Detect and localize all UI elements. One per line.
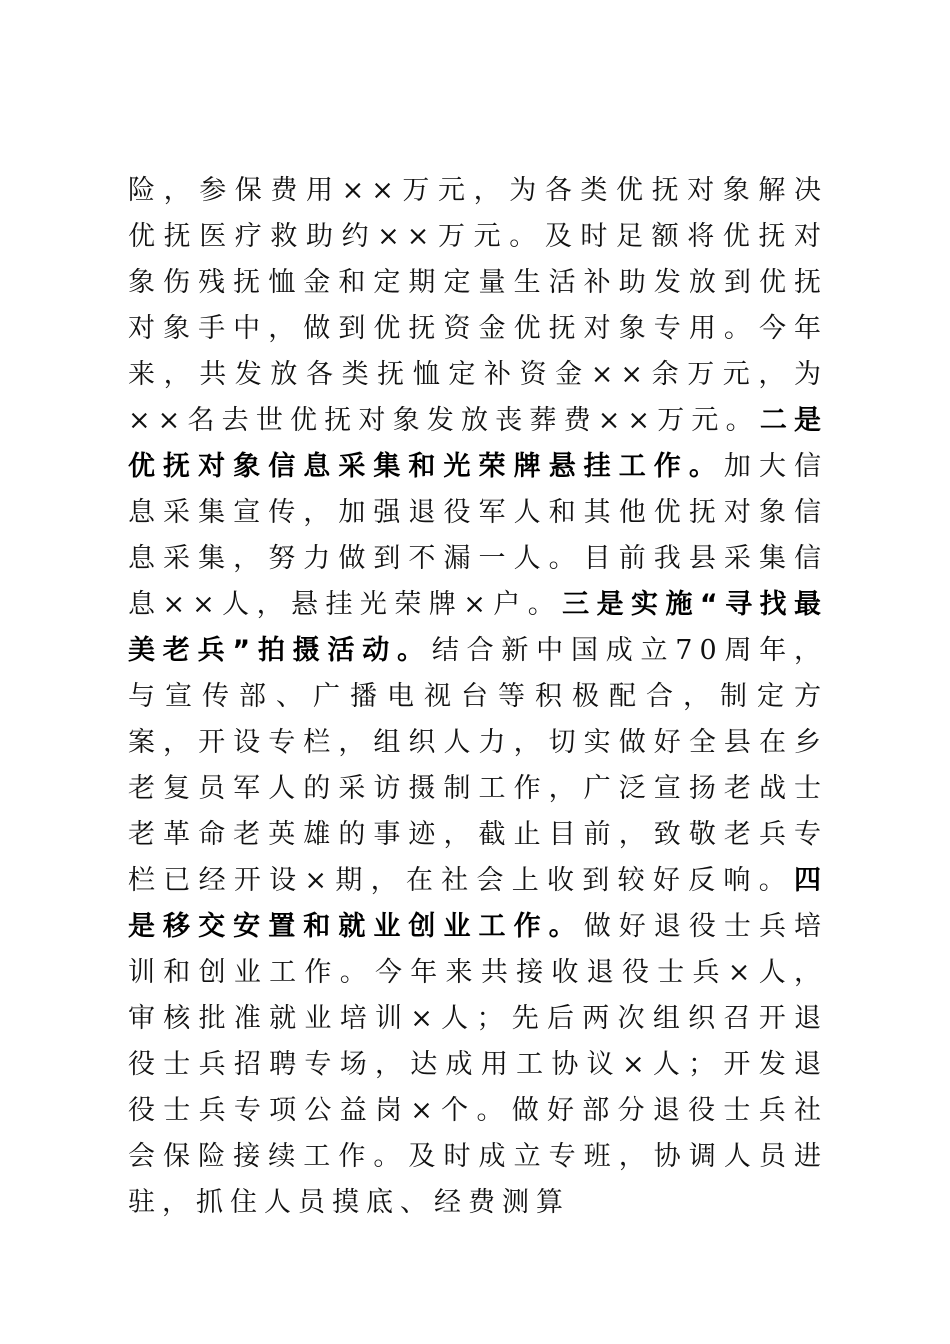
heading-segment-6: 四是移交安置和就业创业工作。 [128,865,828,942]
heading-segment-4: 三是实施“寻找最美老兵”拍摄活动。 [128,589,829,666]
text-segment-5: 结合新中国成立70周年，与宣传部、广播电视台等积极配合，制定方案，开设专栏，组织人力，切实做好全县在乡老复员军人的采访摄制工作，广泛宣扬老战士老革命老英雄的事迹，截止目前，致敬老兵专栏已经开设×期，在社会上收到较好反响。 [128,635,829,896]
body-paragraph [128,168,828,1226]
text-segment-3: 加大信息采集宣传，加强退役军人和其他优抚对象信息采集，努力做到不漏一人。目前我县采集信息××人，悬挂光荣牌×户。 [128,451,829,620]
text-segment-1: 险，参保费用××万元，为各类优抚对象解决优抚医疗救助约××万元。及时足额将优抚对象伤残抚恤金和定期定量生活补助发放到优抚对象手中，做到优抚资金优抚对象专用。今年来，共发放各类抚恤定补资金××余万元，为××名去世优抚对象发放丧葬费××万元。 [128,175,828,436]
heading-segment-2: 二是优抚对象信息采集和光荣牌悬挂工作。 [128,405,829,482]
text-segment-7: 做好退役士兵培训和创业工作。今年来共接收退役士兵×人，审核批准就业培训×人；先后两次组织召开退役士兵招聘专场，达成用工协议×人；开发退役士兵专项公益岗×个。做好部分退役士兵社会保险接续工作。及时成立专班，协调人员进驻，抓住人员摸底、经费测算 [128,911,829,1218]
